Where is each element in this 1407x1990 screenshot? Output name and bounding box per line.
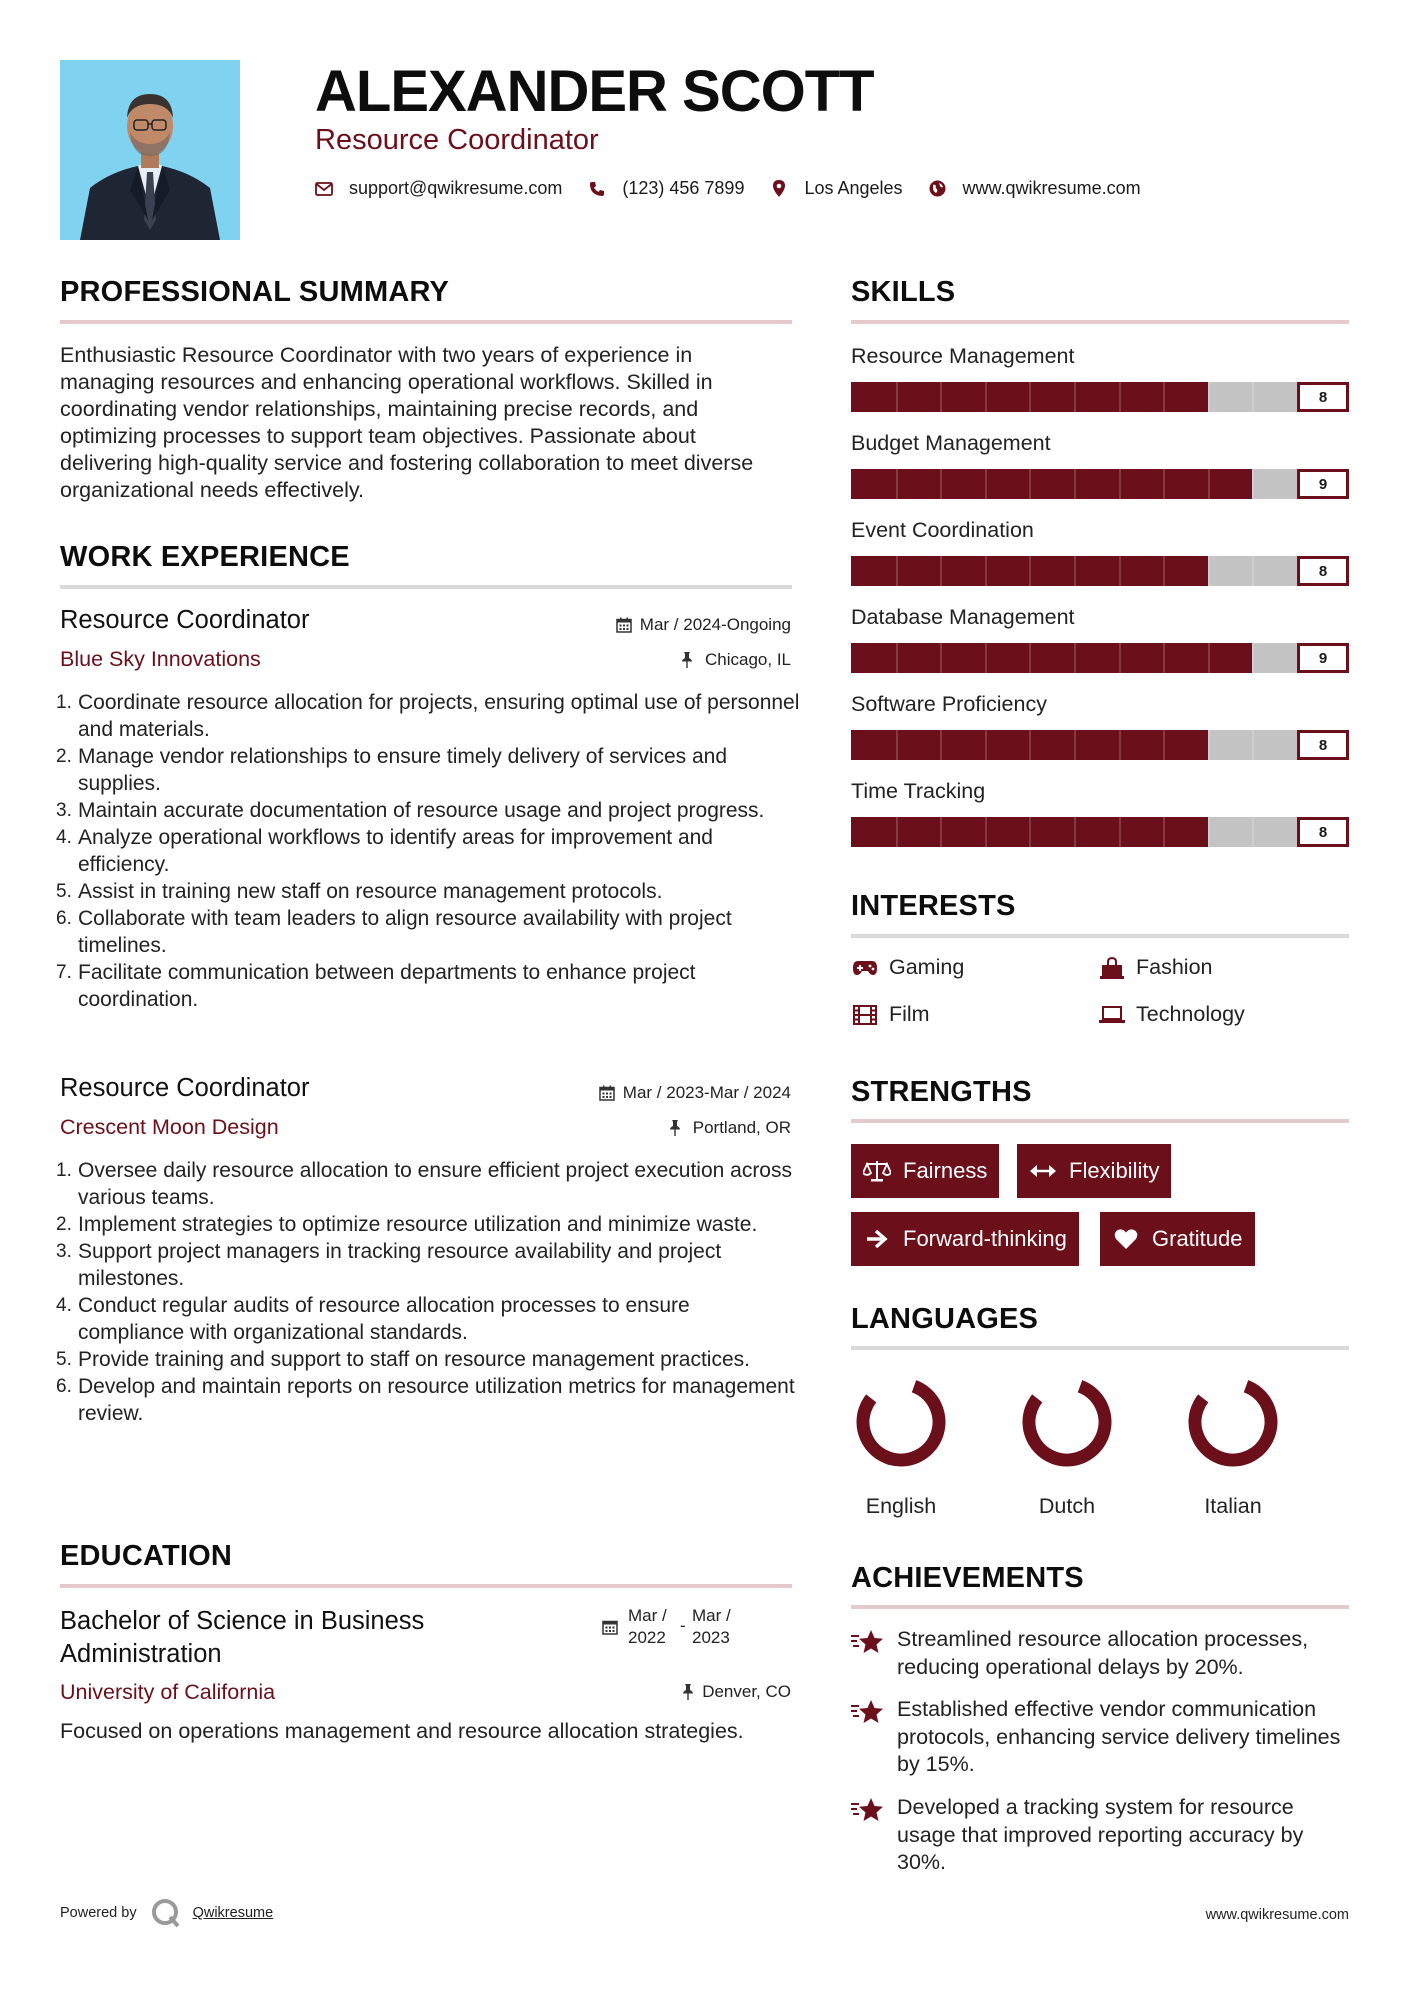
pin-icon <box>669 1120 685 1136</box>
skill-bar-segment <box>1252 730 1254 760</box>
shopping-bag-icon <box>1098 957 1126 979</box>
skill-bar-segment <box>1074 556 1076 586</box>
summary-rule <box>60 320 792 324</box>
skill-score: 8 <box>1297 817 1349 847</box>
contact-website[interactable] <box>929 178 1141 199</box>
bullet-text: Coordinate resource allocation for projects, ensuring optimal use of personnel and materials. <box>78 691 800 741</box>
language-ring <box>1017 1372 1117 1472</box>
skill-bar-segment <box>1074 469 1076 499</box>
interest-technology <box>1098 1002 1245 1027</box>
strength-label: Flexibility <box>1069 1158 1160 1183</box>
skill-bar-segment <box>1119 469 1121 499</box>
arrow-right-icon <box>863 1227 891 1251</box>
star-icon <box>851 1698 885 1728</box>
strength-badge <box>851 1212 1079 1266</box>
qwikresume-logo-icon <box>151 1898 181 1928</box>
skill-bar-segment <box>985 556 987 586</box>
skill-bar-segment <box>1163 643 1165 673</box>
job-location <box>681 650 791 670</box>
skill-bar-segment <box>1163 382 1165 412</box>
list-item: 4. Analyze operational workflows to identify areas for improvement and efficiency. <box>56 826 713 876</box>
skill-bar-segment <box>940 382 942 412</box>
skill-bar-segment <box>1252 382 1254 412</box>
skill-bar-segment <box>1208 817 1210 847</box>
calendar-icon <box>599 1085 615 1101</box>
job-location <box>669 1118 791 1138</box>
skill-bar-segment <box>1074 382 1076 412</box>
skill-label: Resource Management <box>851 344 1075 368</box>
language-ring <box>851 1372 951 1472</box>
brand-link[interactable]: Qwikresume <box>192 1905 274 1921</box>
job-bullet-list <box>56 689 800 1013</box>
skill-bar-segment <box>1252 643 1254 673</box>
job-title: Resource Coordinator <box>60 1074 310 1102</box>
skill-bar-segment <box>1074 817 1076 847</box>
languages-heading: LANGUAGES <box>851 1303 1039 1335</box>
list-item: 4. Conduct regular audits of resource allocation processes to ensure compliance with organizational standards. <box>56 1294 690 1344</box>
job-bullet-list <box>56 1157 800 1427</box>
job-title: Resource Coordinator <box>60 606 310 634</box>
bullet-text: Provide training and support to staff on resource management practices. <box>78 1348 750 1371</box>
strength-label: Fairness <box>903 1158 988 1183</box>
skill-bar-segment <box>940 469 942 499</box>
skill-bar-segment <box>985 730 987 760</box>
achievement-item <box>851 1794 1349 1877</box>
skill-bar-segment <box>1208 469 1210 499</box>
language-ring-arc <box>1184 1373 1281 1470</box>
envelope-icon <box>315 180 333 198</box>
language-ring-arc <box>852 1373 949 1470</box>
skill-bar-segment <box>896 469 898 499</box>
skill-bar-segment <box>1119 730 1121 760</box>
gamepad-icon <box>851 957 879 979</box>
skill-label: Software Proficiency <box>851 692 1047 716</box>
skill-bar-segment <box>896 382 898 412</box>
skill-bar-segment <box>1163 556 1165 586</box>
footer-website[interactable]: www.qwikresume.com <box>1205 1907 1349 1923</box>
language-ring <box>1183 1372 1283 1472</box>
skill-label: Event Coordination <box>851 518 1034 542</box>
skill-bar-segment <box>1163 817 1165 847</box>
skill-label: Time Tracking <box>851 779 986 803</box>
skill-bar <box>851 556 1349 586</box>
bullet-text: Develop and maintain reports on resource utilization metrics for management review. <box>78 1375 795 1425</box>
achievement-text: Developed a tracking system for resource usage that improved reporting accuracy by 30%. <box>897 1795 1304 1874</box>
candidate-role: Resource Coordinator <box>315 124 599 156</box>
skill-score: 8 <box>1297 382 1349 412</box>
pin-icon <box>681 652 697 668</box>
skill-bar-segment <box>1029 817 1031 847</box>
bullet-text: Oversee daily resource allocation to ensure efficient project execution across various teams. <box>78 1159 792 1209</box>
skill-bar-segment <box>1208 643 1210 673</box>
skill-bar-segment <box>1029 643 1031 673</box>
skill-bar-segment <box>896 817 898 847</box>
language-item <box>1007 1372 1127 1519</box>
skill-bar-segment <box>896 730 898 760</box>
interests-heading: INTERESTS <box>851 890 1016 922</box>
education-heading: EDUCATION <box>60 1540 233 1572</box>
list-item: 6. Collaborate with team leaders to align resource availability with project timelines. <box>56 907 732 957</box>
list-item: 6. Develop and maintain reports on resource utilization metrics for management review. <box>56 1375 795 1425</box>
job-dates-text: Mar / 2023-Mar / 2024 <box>622 1083 791 1102</box>
skills-rule <box>851 320 1349 324</box>
bullet-text: Conduct regular audits of resource allocation processes to ensure compliance with organizational standards. <box>78 1294 690 1344</box>
bullet-text: Maintain accurate documentation of resource usage and project progress. <box>78 799 765 822</box>
skill-bar-segment <box>1029 382 1031 412</box>
experience-rule <box>60 585 792 589</box>
skill-bar-segment <box>940 817 942 847</box>
date-separator: - <box>680 1616 686 1635</box>
skill-bar <box>851 817 1349 847</box>
skill-bar-segment <box>1119 817 1121 847</box>
skill-bar-segment <box>1074 730 1076 760</box>
language-label: English <box>865 1494 937 1518</box>
achievement-text: Established effective vendor communication protocols, enhancing service delivery timelines by 15%. <box>897 1697 1341 1776</box>
job-dates <box>599 1083 791 1103</box>
interest-label: Gaming <box>889 955 965 979</box>
skill-score: 9 <box>1297 643 1349 673</box>
contact-location <box>770 178 902 199</box>
job-company: Crescent Moon Design <box>60 1115 279 1139</box>
interest-label: Fashion <box>1136 955 1213 979</box>
education-date-end: Mar / 2023 <box>692 1606 731 1647</box>
skills-heading: SKILLS <box>851 276 956 308</box>
phone-icon <box>588 180 606 198</box>
bullet-text: Support project managers in tracking resource availability and project milestones. <box>78 1240 722 1290</box>
skill-bar-segment <box>1119 643 1121 673</box>
skill-bar-segment <box>985 382 987 412</box>
bullet-text: Collaborate with team leaders to align resource availability with project timelines. <box>78 907 732 957</box>
job-company: Blue Sky Innovations <box>60 647 261 671</box>
summary-heading: PROFESSIONAL SUMMARY <box>60 276 450 308</box>
list-item: 2. Manage vendor relationships to ensure timely delivery of services and supplies. <box>56 745 728 795</box>
language-label: Italian <box>1204 1494 1262 1518</box>
interest-film <box>851 1002 930 1027</box>
education-location-text: Denver, CO <box>702 1682 791 1701</box>
strength-label: Gratitude <box>1152 1226 1243 1251</box>
skill-bar-segment <box>940 556 942 586</box>
balance-scale-icon <box>863 1159 891 1183</box>
heart-icon <box>1112 1227 1140 1251</box>
skill-bar-segment <box>985 643 987 673</box>
strengths-rule <box>851 1119 1349 1123</box>
list-item: 3. Support project managers in tracking resource availability and project milestones. <box>56 1240 722 1290</box>
skill-bar-segment <box>896 556 898 586</box>
skill-bar-segment <box>1208 730 1210 760</box>
list-item: 5. Provide training and support to staff on resource management practices. <box>56 1348 750 1371</box>
education-description: Focused on operations management and resource allocation strategies. <box>60 1719 744 1743</box>
bullet-text: Manage vendor relationships to ensure timely delivery of services and supplies. <box>78 745 728 795</box>
skill-bar-segment <box>896 643 898 673</box>
skill-bar <box>851 382 1349 412</box>
footer-powered-by <box>60 1898 273 1928</box>
achievement-text: Streamlined resource allocation processes, reducing operational delays by 20%. <box>897 1627 1309 1679</box>
education-degree: Bachelor of Science in Business Administration <box>60 1607 425 1668</box>
interest-label: Technology <box>1136 1002 1245 1026</box>
interest-label: Film <box>889 1002 930 1026</box>
list-item: 5. Assist in training new staff on resource management protocols. <box>56 880 663 903</box>
skill-score: 8 <box>1297 730 1349 760</box>
bullet-text: Implement strategies to optimize resource utilization and minimize waste. <box>78 1213 758 1236</box>
skill-bar-segment <box>1163 469 1165 499</box>
bullet-text: Analyze operational workflows to identify areas for improvement and efficiency. <box>78 826 713 876</box>
bullet-text: Facilitate communication between departments to enhance project coordination. <box>78 961 696 1011</box>
skill-bar-fill <box>851 469 1252 499</box>
achievements-rule <box>851 1605 1349 1609</box>
language-item <box>841 1372 961 1519</box>
calendar-icon <box>616 617 632 633</box>
language-item <box>1173 1372 1293 1519</box>
pin-icon <box>682 1684 694 1700</box>
film-icon <box>851 1004 879 1026</box>
skill-bar-segment <box>1119 382 1121 412</box>
skill-bar-segment <box>1163 730 1165 760</box>
contact-website-text: www.qwikresume.com <box>962 178 1141 198</box>
contact-location-text: Los Angeles <box>804 178 903 198</box>
strength-badge <box>1017 1144 1171 1198</box>
laptop-icon <box>1098 1004 1126 1026</box>
achievement-item <box>851 1626 1349 1681</box>
contact-email-text: support@qwikresume.com <box>349 178 563 198</box>
strength-badge <box>851 1144 999 1198</box>
list-item: 3. Maintain accurate documentation of resource usage and project progress. <box>56 799 765 822</box>
job-location-text: Portland, OR <box>692 1118 791 1137</box>
skill-bar-fill <box>851 643 1252 673</box>
skill-bar-segment <box>1074 643 1076 673</box>
skill-bar-segment <box>1208 556 1210 586</box>
skill-bar-segment <box>1029 556 1031 586</box>
list-item: 7. Facilitate communication between departments to enhance project coordination. <box>56 961 696 1011</box>
skill-bar-segment <box>1252 469 1254 499</box>
skill-bar <box>851 469 1349 499</box>
candidate-name: ALEXANDER SCOTT <box>315 59 874 124</box>
profile-photo <box>60 60 240 240</box>
achievement-item <box>851 1696 1349 1779</box>
achievements-heading: ACHIEVEMENTS <box>851 1562 1084 1594</box>
education-school: University of California <box>60 1680 276 1704</box>
experience-heading: WORK EXPERIENCE <box>60 541 350 573</box>
contact-phone-text: (123) 456 7899 <box>622 178 745 198</box>
job-location-text: Chicago, IL <box>705 650 791 669</box>
calendar-icon <box>602 1619 618 1635</box>
list-item: 1. Coordinate resource allocation for projects, ensuring optimal use of personnel and materials. <box>56 691 800 741</box>
summary-text: Enthusiastic Resource Coordinator with two years of experience in managing resources and enhancing operational workflows. Skilled in coordinating vendor relationships, maintaining precise records, and optimizing processes to support team objectives. Passionate about delivering high-quality service and fostering collaboration to meet diverse organizational needs effectively. <box>60 343 754 502</box>
skill-label: Database Management <box>851 605 1075 629</box>
skill-bar-segment <box>1208 382 1210 412</box>
skill-bar-segment <box>985 469 987 499</box>
language-label: Dutch <box>1038 1494 1096 1518</box>
education-date-start: Mar / 2022 <box>628 1606 667 1647</box>
powered-by-text: Powered by <box>60 1905 137 1921</box>
arrows-horizontal-icon <box>1029 1159 1057 1183</box>
skill-bar-segment <box>940 730 942 760</box>
job-dates <box>616 615 791 635</box>
star-icon <box>851 1796 885 1826</box>
globe-icon <box>929 180 947 198</box>
skill-bar-segment <box>1029 469 1031 499</box>
strengths-heading: STRENGTHS <box>851 1076 1032 1108</box>
strength-label: Forward-thinking <box>903 1226 1067 1251</box>
interest-fashion <box>1098 955 1213 980</box>
star-icon <box>851 1628 885 1658</box>
skill-score: 8 <box>1297 556 1349 586</box>
education-location <box>682 1682 791 1702</box>
skill-bar-segment <box>1119 556 1121 586</box>
strength-badge <box>1100 1212 1255 1266</box>
skill-bar-segment <box>1252 556 1254 586</box>
skill-bar-segment <box>1252 817 1254 847</box>
skill-bar <box>851 730 1349 760</box>
skill-bar <box>851 643 1349 673</box>
skill-bar-segment <box>985 817 987 847</box>
education-dates <box>602 1605 744 1649</box>
map-marker-icon <box>770 180 788 198</box>
education-rule <box>60 1584 792 1588</box>
list-item: 1. Oversee daily resource allocation to ensure efficient project execution across various teams. <box>56 1159 792 1209</box>
skill-score: 9 <box>1297 469 1349 499</box>
languages-rule <box>851 1346 1349 1350</box>
contact-bar <box>315 178 1167 199</box>
interest-gaming <box>851 955 964 980</box>
bullet-text: Assist in training new staff on resource management protocols. <box>78 880 663 903</box>
skill-bar-segment <box>1029 730 1031 760</box>
skill-label: Budget Management <box>851 431 1051 455</box>
contact-phone[interactable] <box>588 178 744 199</box>
language-ring-arc <box>1018 1373 1115 1470</box>
list-item: 2. Implement strategies to optimize resource utilization and minimize waste. <box>56 1213 758 1236</box>
contact-email[interactable] <box>315 178 562 199</box>
interests-rule <box>851 934 1349 938</box>
skill-bar-segment <box>940 643 942 673</box>
job-dates-text: Mar / 2024-Ongoing <box>639 615 791 634</box>
